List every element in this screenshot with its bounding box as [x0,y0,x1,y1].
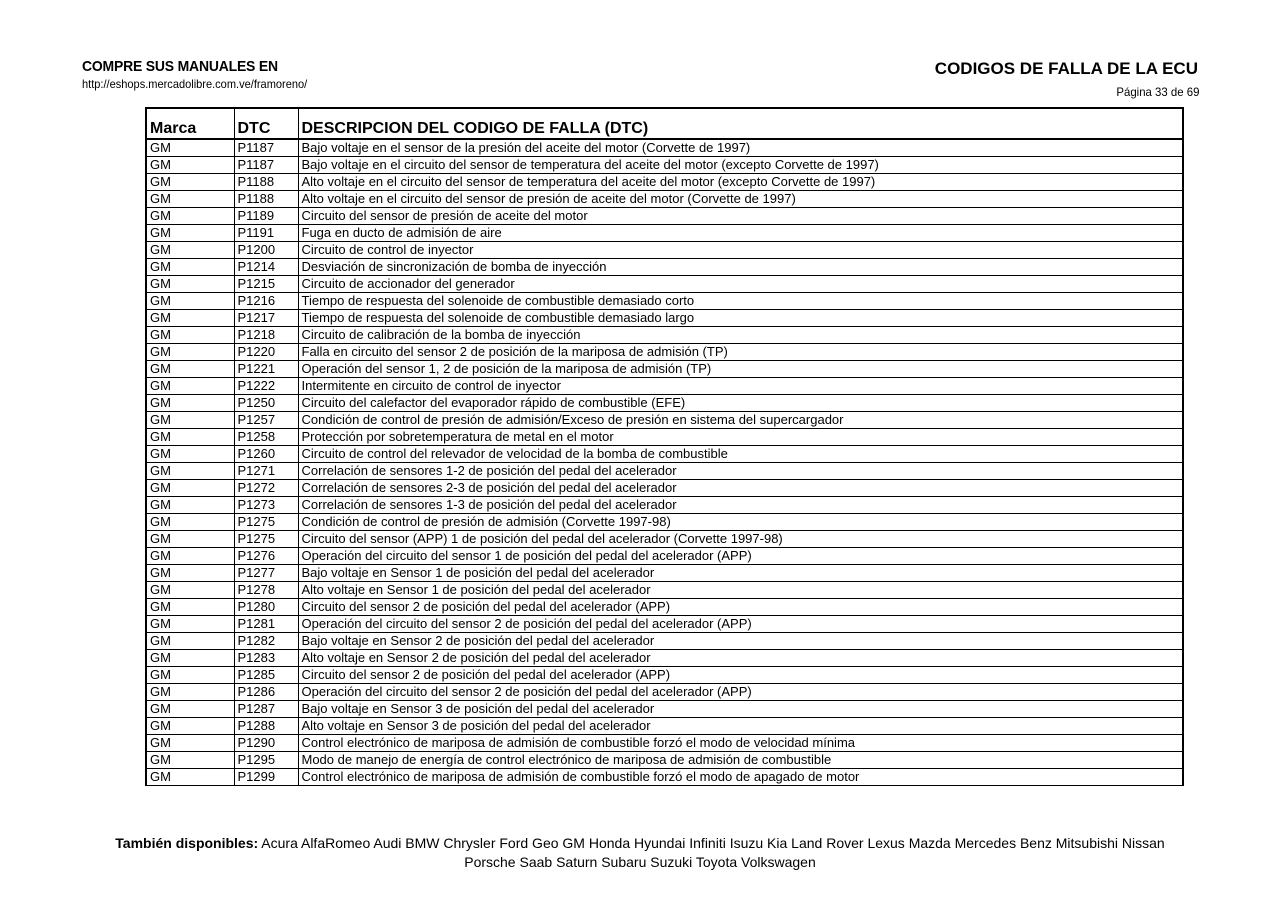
table-row [146,582,1183,599]
cell-dtc: P1283 [234,650,298,667]
cell-descripcion: Control electrónico de mariposa de admisión de combustible forzó el modo de apagado de motor [298,769,1183,786]
cell-dtc: P1187 [234,139,298,157]
table-header-row [146,108,1183,139]
cell-marca: GM [146,310,234,327]
cell-descripcion: Modo de manejo de energía de control electrónico de mariposa de admisión de combustible [298,752,1183,769]
table-row [146,531,1183,548]
cell-marca: GM [146,701,234,718]
cell-marca: GM [146,446,234,463]
cell-marca: GM [146,650,234,667]
table-row [146,174,1183,191]
cell-descripcion: Alto voltaje en Sensor 3 de posición del pedal del acelerador [298,718,1183,735]
cell-dtc: P1200 [234,242,298,259]
cell-descripcion: Control electrónico de mariposa de admisión de combustible forzó el modo de velocidad mínima [298,735,1183,752]
cell-descripcion: Alto voltaje en Sensor 2 de posición del pedal del acelerador [298,650,1183,667]
cell-dtc: P1272 [234,480,298,497]
cell-dtc: P1273 [234,497,298,514]
cell-marca: GM [146,582,234,599]
cell-descripcion: Correlación de sensores 1-3 de posición del pedal del acelerador [298,497,1183,514]
cell-descripcion: Operación del circuito del sensor 2 de posición del pedal del acelerador (APP) [298,616,1183,633]
cell-dtc: P1282 [234,633,298,650]
cell-descripcion: Correlación de sensores 2-3 de posición del pedal del acelerador [298,480,1183,497]
footer-brands-1: Acura AlfaRomeo Audi BMW Chrysler Ford Geo GM Honda Hyundai Infiniti Isuzu Kia Land Rover Lexus Mazda Mercedes Benz Mitsubishi Nissan [261,835,1165,851]
table-row [146,225,1183,242]
cell-dtc: P1295 [234,752,298,769]
cell-marca: GM [146,139,234,157]
cell-dtc: P1275 [234,531,298,548]
cell-dtc: P1277 [234,565,298,582]
cell-marca: GM [146,769,234,786]
cell-dtc: P1276 [234,548,298,565]
cell-dtc: P1280 [234,599,298,616]
cell-dtc: P1222 [234,378,298,395]
footer-line-1 [0,834,1280,853]
cell-descripcion: Circuito del sensor 2 de posición del pedal del acelerador (APP) [298,667,1183,684]
cell-dtc: P1257 [234,412,298,429]
table-row [146,276,1183,293]
cell-dtc: P1287 [234,701,298,718]
table-row [146,701,1183,718]
cell-marca: GM [146,157,234,174]
cell-descripcion: Circuito del sensor (APP) 1 de posición del pedal del acelerador (Corvette 1997-98) [298,531,1183,548]
cell-descripcion: Alto voltaje en el circuito del sensor de presión de aceite del motor (Corvette de 1997) [298,191,1183,208]
cell-marca: GM [146,633,234,650]
dtc-table [145,107,1184,786]
cell-descripcion: Alto voltaje en Sensor 1 de posición del pedal del acelerador [298,582,1183,599]
cell-descripcion: Correlación de sensores 1-2 de posición del pedal del acelerador [298,463,1183,480]
cell-marca: GM [146,276,234,293]
cell-marca: GM [146,548,234,565]
document-title: CODIGOS DE FALLA DE LA ECU [934,59,1198,78]
cell-dtc: P1215 [234,276,298,293]
table-row [146,429,1183,446]
header-title-left: COMPRE SUS MANUALES EN [82,58,278,75]
cell-dtc: P1290 [234,735,298,752]
cell-descripcion: Operación del circuito del sensor 1 de posición del pedal del acelerador (APP) [298,548,1183,565]
cell-descripcion: Tiempo de respuesta del solenoide de combustible demasiado corto [298,293,1183,310]
table-row [146,259,1183,276]
table-row [146,446,1183,463]
table-row [146,735,1183,752]
table-row [146,565,1183,582]
cell-marca: GM [146,208,234,225]
table-body [146,139,1183,786]
cell-marca: GM [146,718,234,735]
cell-marca: GM [146,327,234,344]
cell-marca: GM [146,429,234,446]
cell-dtc: P1281 [234,616,298,633]
cell-descripcion: Intermitente en circuito de control de inyector [298,378,1183,395]
cell-dtc: P1250 [234,395,298,412]
table-row [146,497,1183,514]
cell-marca: GM [146,225,234,242]
table-row [146,310,1183,327]
cell-dtc: P1187 [234,157,298,174]
cell-dtc: P1286 [234,684,298,701]
table-row [146,684,1183,701]
cell-marca: GM [146,616,234,633]
cell-descripcion: Bajo voltaje en Sensor 3 de posición del pedal del acelerador [298,701,1183,718]
cell-marca: GM [146,361,234,378]
cell-dtc: P1288 [234,718,298,735]
cell-marca: GM [146,174,234,191]
cell-descripcion: Condición de control de presión de admisión/Exceso de presión en sistema del supercargador [298,412,1183,429]
cell-marca: GM [146,735,234,752]
table-row [146,293,1183,310]
cell-descripcion: Alto voltaje en el circuito del sensor de temperatura del aceite del motor (excepto Corvette de 1997) [298,174,1183,191]
cell-dtc: P1188 [234,174,298,191]
cell-descripcion: Circuito de control del relevador de velocidad de la bomba de combustible [298,446,1183,463]
table-row [146,514,1183,531]
table-row [146,242,1183,259]
table-row [146,361,1183,378]
cell-descripcion: Tiempo de respuesta del solenoide de combustible demasiado largo [298,310,1183,327]
cell-descripcion: Circuito de accionador del generador [298,276,1183,293]
table-row [146,480,1183,497]
cell-dtc: P1285 [234,667,298,684]
cell-descripcion: Desviación de sincronización de bomba de inyección [298,259,1183,276]
cell-marca: GM [146,684,234,701]
column-header-dtc: DTC [234,108,298,139]
cell-marca: GM [146,480,234,497]
cell-marca: GM [146,259,234,276]
cell-descripcion: Operación del circuito del sensor 2 de posición del pedal del acelerador (APP) [298,684,1183,701]
table-row [146,650,1183,667]
table-row [146,599,1183,616]
cell-marca: GM [146,293,234,310]
cell-marca: GM [146,191,234,208]
page-number: Página 33 de 69 [1115,85,1199,99]
cell-dtc: P1216 [234,293,298,310]
cell-dtc: P1278 [234,582,298,599]
table-row [146,157,1183,174]
footer [0,834,1280,872]
cell-dtc: P1220 [234,344,298,361]
cell-dtc: P1271 [234,463,298,480]
table-row [146,344,1183,361]
cell-dtc: P1214 [234,259,298,276]
table-row [146,378,1183,395]
cell-descripcion: Bajo voltaje en el sensor de la presión del aceite del motor (Corvette de 1997) [298,139,1183,157]
cell-descripcion: Protección por sobretemperatura de metal en el motor [298,429,1183,446]
cell-marca: GM [146,565,234,582]
cell-dtc: P1258 [234,429,298,446]
cell-marca: GM [146,752,234,769]
cell-dtc: P1221 [234,361,298,378]
cell-descripcion: Operación del sensor 1, 2 de posición de la mariposa de admisión (TP) [298,361,1183,378]
table-row [146,395,1183,412]
table-row [146,667,1183,684]
table-row [146,139,1183,157]
table-row [146,633,1183,650]
cell-marca: GM [146,378,234,395]
cell-descripcion: Bajo voltaje en Sensor 2 de posición del pedal del acelerador [298,633,1183,650]
cell-dtc: P1218 [234,327,298,344]
cell-dtc: P1260 [234,446,298,463]
table-row [146,208,1183,225]
header-url[interactable]: http://eshops.mercadolibre.com.ve/framoreno/ [82,77,308,91]
cell-dtc: P1217 [234,310,298,327]
table-row [146,752,1183,769]
cell-descripcion: Fuga en ducto de admisión de aire [298,225,1183,242]
table-row [146,769,1183,786]
table-row [146,191,1183,208]
table-row [146,718,1183,735]
cell-descripcion: Circuito de control de inyector [298,242,1183,259]
cell-dtc: P1299 [234,769,298,786]
footer-brands-2: Porsche Saab Saturn Subaru Suzuki Toyota Volkswagen [464,854,816,870]
cell-descripcion: Condición de control de presión de admisión (Corvette 1997-98) [298,514,1183,531]
table-row [146,548,1183,565]
cell-marca: GM [146,463,234,480]
cell-dtc: P1191 [234,225,298,242]
table-row [146,327,1183,344]
cell-descripcion: Falla en circuito del sensor 2 de posición de la mariposa de admisión (TP) [298,344,1183,361]
cell-descripcion: Bajo voltaje en el circuito del sensor de temperatura del aceite del motor (excepto Corvette de 1997) [298,157,1183,174]
cell-descripcion: Circuito de calibración de la bomba de inyección [298,327,1183,344]
cell-descripcion: Circuito del sensor 2 de posición del pedal del acelerador (APP) [298,599,1183,616]
cell-marca: GM [146,412,234,429]
cell-marca: GM [146,344,234,361]
table-row [146,463,1183,480]
cell-descripcion: Circuito del sensor de presión de aceite del motor [298,208,1183,225]
cell-dtc: P1188 [234,191,298,208]
cell-marca: GM [146,531,234,548]
cell-marca: GM [146,242,234,259]
cell-dtc: P1275 [234,514,298,531]
cell-dtc: P1189 [234,208,298,225]
cell-marca: GM [146,667,234,684]
cell-descripcion: Circuito del calefactor del evaporador rápido de combustible (EFE) [298,395,1183,412]
column-header-descripcion: DESCRIPCION DEL CODIGO DE FALLA (DTC) [298,108,1183,139]
cell-descripcion: Bajo voltaje en Sensor 1 de posición del pedal del acelerador [298,565,1183,582]
column-header-marca: Marca [146,108,234,139]
table-row [146,412,1183,429]
table-row [146,616,1183,633]
cell-marca: GM [146,497,234,514]
footer-label: También disponibles: [115,835,259,851]
cell-marca: GM [146,599,234,616]
cell-marca: GM [146,514,234,531]
cell-marca: GM [146,395,234,412]
